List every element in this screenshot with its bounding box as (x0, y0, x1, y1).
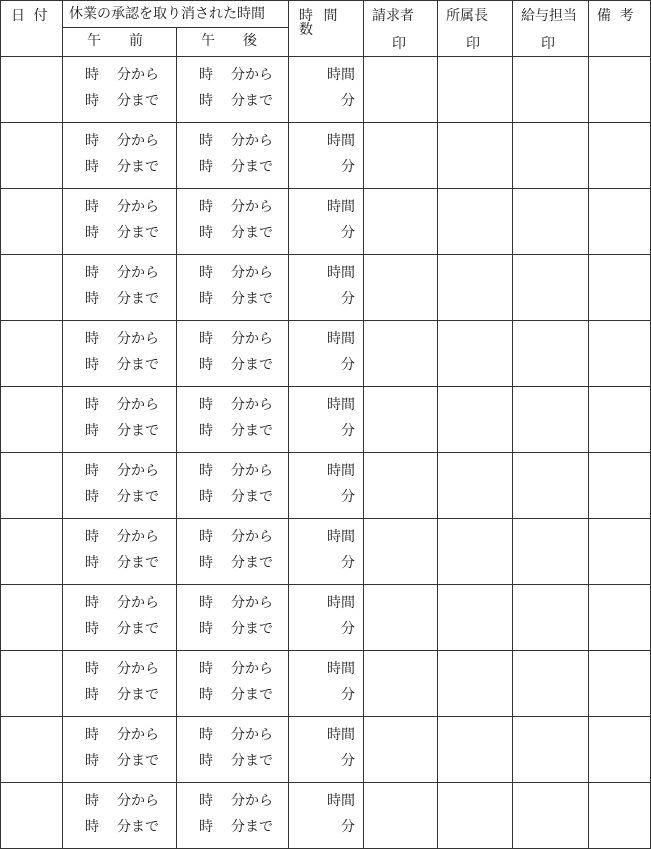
table-row (1, 519, 651, 585)
pm-from-line (199, 788, 288, 814)
pm-to-line (199, 682, 288, 708)
from-label: 分から (231, 199, 273, 215)
am-from-line (85, 722, 176, 748)
am-from-line (85, 524, 176, 550)
hour-label: 時 (85, 397, 99, 413)
table-row (1, 57, 651, 123)
to-label: 分まで (117, 753, 159, 769)
date-cell[interactable] (1, 783, 63, 849)
hours-cell[interactable] (289, 783, 364, 849)
hour-label: 時 (199, 687, 213, 703)
from-label: 分から (117, 331, 159, 347)
hours-cell[interactable] (289, 321, 364, 387)
pm-to-line (199, 418, 288, 444)
payroll-seal-cell[interactable] (513, 783, 589, 849)
pm-from-line (199, 458, 288, 484)
director-seal-cell[interactable] (438, 321, 513, 387)
minutes-unit: 分 (341, 357, 355, 373)
date-cell[interactable] (1, 519, 63, 585)
minutes-unit: 分 (341, 489, 355, 505)
am-to-line (85, 418, 176, 444)
hour-label: 時 (199, 819, 213, 835)
am-time-cell[interactable] (63, 519, 177, 585)
am-to-line (85, 154, 176, 180)
hour-label: 時 (199, 357, 213, 373)
table-row (1, 651, 651, 717)
payroll-seal-cell[interactable] (513, 255, 589, 321)
pm-to-line (199, 616, 288, 642)
requester-seal-cell[interactable] (364, 453, 438, 519)
date-cell[interactable] (1, 255, 63, 321)
hour-label: 時 (85, 133, 99, 149)
to-label: 分まで (231, 819, 273, 835)
am-to-line (85, 352, 176, 378)
remarks-cell[interactable] (589, 453, 651, 519)
pm-time-cell[interactable] (177, 783, 289, 849)
date-cell[interactable] (1, 189, 63, 255)
minutes-unit: 分 (341, 423, 355, 439)
requester-seal-cell[interactable] (364, 585, 438, 651)
from-label: 分から (231, 133, 273, 149)
hour-label: 時 (199, 67, 213, 83)
pm-from-line (199, 392, 288, 418)
hour-label: 時 (85, 595, 99, 611)
pm-to-line (199, 352, 288, 378)
from-label: 分から (117, 133, 159, 149)
hour-label: 時 (199, 265, 213, 281)
hour-label: 時 (199, 199, 213, 215)
pm-time-cell[interactable] (177, 519, 289, 585)
header-director (438, 1, 513, 57)
am-time-cell[interactable] (63, 453, 177, 519)
date-cell[interactable] (1, 453, 63, 519)
hour-label: 時 (85, 93, 99, 109)
hours-unit: 時間 (327, 727, 355, 743)
from-label: 分から (117, 529, 159, 545)
hour-label: 時 (85, 727, 99, 743)
to-label: 分まで (231, 687, 273, 703)
hours-unit: 時間 (327, 67, 355, 83)
remarks-cell[interactable] (589, 783, 651, 849)
payroll-seal-cell[interactable] (513, 387, 589, 453)
header-approval-cancelled-time: 休業の承認を取り消された時間 (63, 1, 289, 28)
to-label: 分まで (117, 225, 159, 241)
to-label: 分まで (117, 819, 159, 835)
pm-to-line (199, 154, 288, 180)
hours-unit: 時間 (327, 793, 355, 809)
hours-cell[interactable] (289, 717, 364, 783)
from-label: 分から (231, 67, 273, 83)
am-to-line (85, 682, 176, 708)
am-from-line (85, 62, 176, 88)
director-seal-cell[interactable] (438, 57, 513, 123)
am-from-line (85, 458, 176, 484)
header-requester-label: 請求者 (372, 8, 414, 24)
hours-unit: 時間 (327, 595, 355, 611)
hours-unit: 時間 (327, 529, 355, 545)
pm-from-line (199, 62, 288, 88)
pm-to-line (199, 286, 288, 312)
to-label: 分まで (231, 93, 273, 109)
hour-label: 時 (199, 423, 213, 439)
requester-seal-cell[interactable] (364, 321, 438, 387)
requester-seal-cell[interactable] (364, 57, 438, 123)
header-pm-char1: 午 (201, 33, 215, 49)
hour-label: 時 (85, 819, 99, 835)
to-label: 分まで (117, 93, 159, 109)
header-director-seal: 印 (466, 36, 480, 52)
requester-seal-cell[interactable] (364, 255, 438, 321)
minutes-unit: 分 (341, 225, 355, 241)
am-time-cell[interactable] (63, 189, 177, 255)
to-label: 分まで (117, 357, 159, 373)
payroll-seal-cell[interactable] (513, 453, 589, 519)
table-row (1, 321, 651, 387)
director-seal-cell[interactable] (438, 453, 513, 519)
header-payroll-label: 給与担当 (521, 8, 577, 24)
director-seal-cell[interactable] (438, 717, 513, 783)
pm-time-cell[interactable] (177, 651, 289, 717)
hour-label: 時 (85, 423, 99, 439)
requester-seal-cell[interactable] (364, 651, 438, 717)
to-label: 分まで (231, 753, 273, 769)
pm-to-line (199, 550, 288, 576)
to-label: 分まで (117, 489, 159, 505)
requester-seal-cell[interactable] (364, 387, 438, 453)
director-seal-cell[interactable] (438, 387, 513, 453)
header-row-1 (1, 1, 651, 28)
director-seal-cell[interactable] (438, 123, 513, 189)
requester-seal-cell[interactable] (364, 717, 438, 783)
from-label: 分から (117, 199, 159, 215)
hours-cell[interactable] (289, 453, 364, 519)
from-label: 分から (231, 331, 273, 347)
remarks-cell[interactable] (589, 519, 651, 585)
payroll-seal-cell[interactable] (513, 57, 589, 123)
header-hours: 時 間 数 (289, 1, 364, 57)
pm-from-line (199, 326, 288, 352)
hour-label: 時 (199, 159, 213, 175)
date-cell[interactable] (1, 57, 63, 123)
am-to-line (85, 814, 176, 840)
hours-cell[interactable] (289, 189, 364, 255)
hour-label: 時 (85, 529, 99, 545)
hour-label: 時 (85, 331, 99, 347)
minutes-unit: 分 (341, 555, 355, 571)
am-from-line (85, 128, 176, 154)
am-time-cell[interactable] (63, 387, 177, 453)
pm-time-cell[interactable] (177, 585, 289, 651)
header-requester-seal: 印 (392, 36, 406, 52)
am-to-line (85, 550, 176, 576)
from-label: 分から (117, 397, 159, 413)
to-label: 分まで (117, 159, 159, 175)
to-label: 分まで (231, 489, 273, 505)
director-seal-cell[interactable] (438, 651, 513, 717)
remarks-cell[interactable] (589, 255, 651, 321)
date-cell[interactable] (1, 651, 63, 717)
hours-cell[interactable] (289, 651, 364, 717)
remarks-cell[interactable] (589, 651, 651, 717)
am-time-cell[interactable] (63, 123, 177, 189)
pm-from-line (199, 128, 288, 154)
requester-seal-cell[interactable] (364, 519, 438, 585)
pm-time-cell[interactable] (177, 255, 289, 321)
date-cell[interactable] (1, 717, 63, 783)
pm-from-line (199, 722, 288, 748)
pm-time-cell[interactable] (177, 453, 289, 519)
hour-label: 時 (199, 463, 213, 479)
to-label: 分まで (231, 159, 273, 175)
pm-from-line (199, 656, 288, 682)
remarks-cell[interactable] (589, 57, 651, 123)
hour-label: 時 (85, 357, 99, 373)
from-label: 分から (117, 661, 159, 677)
requester-seal-cell[interactable] (364, 783, 438, 849)
hour-label: 時 (199, 133, 213, 149)
hour-label: 時 (199, 555, 213, 571)
hours-unit: 時間 (327, 463, 355, 479)
table-row (1, 453, 651, 519)
hour-label: 時 (85, 199, 99, 215)
from-label: 分から (231, 595, 273, 611)
table-row (1, 123, 651, 189)
payroll-seal-cell[interactable] (513, 321, 589, 387)
hour-label: 時 (85, 489, 99, 505)
from-label: 分から (231, 727, 273, 743)
am-from-line (85, 656, 176, 682)
minutes-unit: 分 (341, 819, 355, 835)
hour-label: 時 (199, 331, 213, 347)
pm-from-line (199, 260, 288, 286)
from-label: 分から (117, 265, 159, 281)
pm-to-line (199, 220, 288, 246)
am-time-cell[interactable] (63, 783, 177, 849)
am-from-line (85, 788, 176, 814)
hour-label: 時 (199, 529, 213, 545)
from-label: 分から (231, 661, 273, 677)
from-label: 分から (117, 67, 159, 83)
from-label: 分から (117, 793, 159, 809)
hour-label: 時 (85, 291, 99, 307)
hour-label: 時 (199, 621, 213, 637)
minutes-unit: 分 (341, 687, 355, 703)
hour-label: 時 (199, 727, 213, 743)
hours-cell[interactable] (289, 123, 364, 189)
table-row (1, 255, 651, 321)
remarks-cell[interactable] (589, 123, 651, 189)
hours-cell[interactable] (289, 57, 364, 123)
director-seal-cell[interactable] (438, 783, 513, 849)
am-to-line (85, 88, 176, 114)
minutes-unit: 分 (341, 753, 355, 769)
hours-unit: 時間 (327, 331, 355, 347)
hours-unit: 時間 (327, 397, 355, 413)
hour-label: 時 (199, 397, 213, 413)
payroll-seal-cell[interactable] (513, 123, 589, 189)
pm-to-line (199, 88, 288, 114)
remarks-cell[interactable] (589, 717, 651, 783)
hours-cell[interactable] (289, 387, 364, 453)
am-from-line (85, 260, 176, 286)
pm-time-cell[interactable] (177, 57, 289, 123)
hour-label: 時 (199, 595, 213, 611)
hour-label: 時 (85, 753, 99, 769)
from-label: 分から (117, 727, 159, 743)
date-cell[interactable] (1, 123, 63, 189)
header-am (63, 28, 177, 57)
am-to-line (85, 748, 176, 774)
hours-cell[interactable] (289, 585, 364, 651)
hour-label: 時 (85, 159, 99, 175)
am-from-line (85, 194, 176, 220)
from-label: 分から (117, 595, 159, 611)
director-seal-cell[interactable] (438, 519, 513, 585)
table-row (1, 783, 651, 849)
pm-from-line (199, 524, 288, 550)
requester-seal-cell[interactable] (364, 123, 438, 189)
from-label: 分から (231, 463, 273, 479)
am-time-cell[interactable] (63, 585, 177, 651)
to-label: 分まで (231, 225, 273, 241)
table-row (1, 717, 651, 783)
hour-label: 時 (85, 265, 99, 281)
header-payroll (513, 1, 589, 57)
hour-label: 時 (199, 291, 213, 307)
am-to-line (85, 220, 176, 246)
pm-time-cell[interactable] (177, 189, 289, 255)
to-label: 分まで (117, 423, 159, 439)
pm-time-cell[interactable] (177, 717, 289, 783)
hour-label: 時 (199, 93, 213, 109)
to-label: 分まで (117, 291, 159, 307)
hour-label: 時 (85, 555, 99, 571)
hours-unit: 時間 (327, 199, 355, 215)
am-time-cell[interactable] (63, 255, 177, 321)
hour-label: 時 (85, 687, 99, 703)
am-time-cell[interactable] (63, 321, 177, 387)
header-date: 日 付 (1, 1, 63, 57)
minutes-unit: 分 (341, 291, 355, 307)
header-am-char1: 午 (87, 33, 101, 49)
to-label: 分まで (117, 621, 159, 637)
payroll-seal-cell[interactable] (513, 519, 589, 585)
hour-label: 時 (199, 753, 213, 769)
to-label: 分まで (231, 423, 273, 439)
header-am-char2: 前 (129, 33, 143, 49)
director-seal-cell[interactable] (438, 585, 513, 651)
pm-to-line (199, 748, 288, 774)
header-director-label: 所属長 (446, 8, 488, 24)
hours-unit: 時間 (327, 661, 355, 677)
requester-seal-cell[interactable] (364, 189, 438, 255)
hour-label: 時 (85, 621, 99, 637)
am-to-line (85, 286, 176, 312)
hours-cell[interactable] (289, 255, 364, 321)
header-pm (177, 28, 289, 57)
hour-label: 時 (85, 661, 99, 677)
remarks-cell[interactable] (589, 321, 651, 387)
payroll-seal-cell[interactable] (513, 717, 589, 783)
header-pm-char2: 後 (243, 33, 257, 49)
from-label: 分から (231, 397, 273, 413)
hour-label: 時 (199, 661, 213, 677)
from-label: 分から (231, 529, 273, 545)
to-label: 分まで (117, 555, 159, 571)
director-seal-cell[interactable] (438, 255, 513, 321)
remarks-cell[interactable] (589, 585, 651, 651)
from-label: 分から (117, 463, 159, 479)
from-label: 分から (231, 793, 273, 809)
table-row (1, 189, 651, 255)
to-label: 分まで (231, 621, 273, 637)
payroll-seal-cell[interactable] (513, 651, 589, 717)
hours-unit: 時間 (327, 265, 355, 281)
hours-cell[interactable] (289, 519, 364, 585)
am-time-cell[interactable] (63, 57, 177, 123)
am-from-line (85, 392, 176, 418)
payroll-seal-cell[interactable] (513, 585, 589, 651)
am-to-line (85, 616, 176, 642)
date-cell[interactable] (1, 321, 63, 387)
hour-label: 時 (85, 67, 99, 83)
hour-label: 時 (199, 225, 213, 241)
header-remarks: 備 考 (589, 1, 651, 57)
minutes-unit: 分 (341, 93, 355, 109)
pm-time-cell[interactable] (177, 123, 289, 189)
minutes-unit: 分 (341, 621, 355, 637)
to-label: 分まで (231, 555, 273, 571)
remarks-cell[interactable] (589, 387, 651, 453)
am-from-line (85, 590, 176, 616)
date-cell[interactable] (1, 585, 63, 651)
pm-from-line (199, 194, 288, 220)
pm-time-cell[interactable] (177, 387, 289, 453)
am-to-line (85, 484, 176, 510)
to-label: 分まで (231, 291, 273, 307)
hour-label: 時 (199, 489, 213, 505)
remarks-cell[interactable] (589, 189, 651, 255)
hours-unit: 時間 (327, 133, 355, 149)
pm-time-cell[interactable] (177, 321, 289, 387)
am-time-cell[interactable] (63, 717, 177, 783)
pm-to-line (199, 484, 288, 510)
hour-label: 時 (85, 463, 99, 479)
payroll-seal-cell[interactable] (513, 189, 589, 255)
director-seal-cell[interactable] (438, 189, 513, 255)
am-from-line (85, 326, 176, 352)
hour-label: 時 (199, 793, 213, 809)
from-label: 分から (231, 265, 273, 281)
header-payroll-seal: 印 (541, 36, 555, 52)
am-time-cell[interactable] (63, 651, 177, 717)
to-label: 分まで (231, 357, 273, 373)
hour-label: 時 (85, 225, 99, 241)
pm-to-line (199, 814, 288, 840)
minutes-unit: 分 (341, 159, 355, 175)
to-label: 分まで (117, 687, 159, 703)
date-cell[interactable] (1, 387, 63, 453)
header-requester (364, 1, 438, 57)
pm-from-line (199, 590, 288, 616)
table-row (1, 585, 651, 651)
hour-label: 時 (85, 793, 99, 809)
table-row (1, 387, 651, 453)
